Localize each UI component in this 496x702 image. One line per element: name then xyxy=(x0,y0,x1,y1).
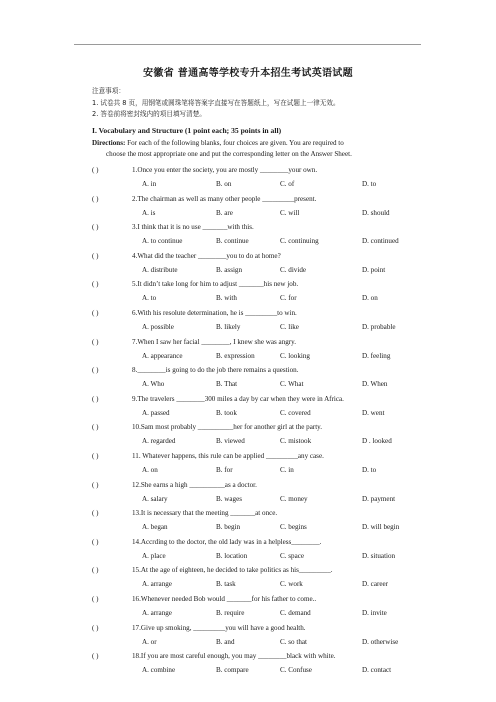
option-c: C. demand xyxy=(280,609,311,617)
option-a: A. distribute xyxy=(142,265,178,274)
option-a: A. arrange xyxy=(142,609,172,617)
answer-blank[interactable]: ( ) xyxy=(92,394,99,403)
question-item xyxy=(92,309,432,337)
option-b: B. assign xyxy=(216,265,243,274)
question-stem xyxy=(92,509,277,517)
option-a: A. or xyxy=(142,637,157,646)
option-c: C. will xyxy=(280,208,300,217)
option-b: B. and xyxy=(216,637,235,646)
option-d: D. to xyxy=(362,180,377,188)
option-d: D. invite xyxy=(362,609,387,617)
answer-blank[interactable]: ( ) xyxy=(92,309,99,317)
option-a: A. combine xyxy=(142,666,176,675)
question-item xyxy=(92,566,432,594)
answer-blank[interactable]: ( ) xyxy=(92,509,99,518)
option-row xyxy=(142,237,442,249)
answer-blank[interactable]: ( ) xyxy=(92,423,99,432)
note-item: 2. 答卷前将密封线内的项目填写清楚。 xyxy=(92,110,206,118)
answer-blank[interactable]: ( ) xyxy=(92,652,99,661)
option-c: C. like xyxy=(280,323,299,331)
option-b: B. wages xyxy=(216,494,243,503)
question-stem xyxy=(92,338,296,346)
option-d: D. payment xyxy=(362,494,396,503)
option-c: C. mistook xyxy=(280,437,312,446)
option-d: D. contact xyxy=(362,666,392,675)
question-item xyxy=(92,395,432,423)
question-stem xyxy=(92,280,298,288)
top-rule xyxy=(74,44,421,45)
question-text: 5.It didn’t take long for him to adjust _______his new job. xyxy=(132,280,299,289)
section-heading: I. Vocabulary and Structure (1 point each; 35 points in all) xyxy=(92,126,282,135)
question-text: 17.Give up smoking, _________you will have a good health. xyxy=(132,623,306,632)
option-row xyxy=(142,580,442,592)
option-row xyxy=(142,523,442,535)
option-row xyxy=(142,266,442,278)
question-text: 7.When I saw her facial ________, I knew she was angry. xyxy=(132,337,297,346)
option-row xyxy=(142,437,442,449)
answer-blank[interactable]: ( ) xyxy=(92,337,99,346)
question-stem xyxy=(92,452,324,460)
notes xyxy=(92,86,432,121)
answer-blank[interactable]: ( ) xyxy=(92,595,99,603)
option-a: A. passed xyxy=(142,408,170,417)
option-row xyxy=(142,180,442,192)
answer-blank[interactable]: ( ) xyxy=(92,194,99,203)
option-d: D. situation xyxy=(362,551,396,560)
option-c: C. What xyxy=(280,380,304,389)
option-c: C. begins xyxy=(280,523,307,532)
option-c: C. for xyxy=(280,294,297,303)
note-item: 1. 试卷共 8 页，用钢笔或圆珠笔将答案字直接写在答题纸上，写在试题上一律无效。 xyxy=(92,98,340,107)
question-text: 1.Once you enter the society, you are mostly ________your own. xyxy=(132,166,318,174)
option-c: C. in xyxy=(280,466,294,474)
question-item xyxy=(92,223,432,251)
directions-text-continued: choose the most appropriate one and put the corresponding letter on the Answer Sheet. xyxy=(106,150,352,158)
option-a: A. in xyxy=(142,180,157,188)
option-b: B. location xyxy=(216,551,248,560)
option-b: B. on xyxy=(216,180,232,188)
question-stem xyxy=(92,566,333,574)
option-d: D. otherwise xyxy=(362,637,399,646)
question-item xyxy=(92,452,432,480)
question-text: 18.If you are most careful enough, you may ________black with white. xyxy=(132,652,336,661)
option-row xyxy=(142,638,442,650)
option-a: A. to xyxy=(142,294,157,303)
option-d: D. should xyxy=(362,208,390,217)
question-item xyxy=(92,538,432,566)
question-item xyxy=(92,252,432,280)
question-item xyxy=(92,195,432,223)
directions-label: Directions: xyxy=(92,139,126,147)
option-row xyxy=(142,409,442,421)
option-d: D. probable xyxy=(362,323,396,331)
question-item xyxy=(92,481,432,509)
question-text: 13.It is necessary that the meeting _______at once. xyxy=(132,509,278,518)
question-stem xyxy=(92,423,322,431)
option-a: A. arrange xyxy=(142,580,172,589)
question-text: 14.Accrding to the doctor, the old lady was in a helpless________. xyxy=(132,537,322,546)
question-stem xyxy=(92,195,316,203)
option-b: B. require xyxy=(216,609,245,617)
option-d: D. career xyxy=(362,580,388,589)
option-row xyxy=(142,209,442,221)
question-stem xyxy=(92,538,321,546)
question-text: 10.Sam most probably __________her for another girl at the party. xyxy=(132,423,323,432)
option-c: C. money xyxy=(280,494,308,503)
answer-blank[interactable]: ( ) xyxy=(92,452,99,460)
option-d: D. on xyxy=(362,294,378,303)
option-d: D. to xyxy=(362,466,377,474)
question-item xyxy=(92,366,432,394)
question-stem xyxy=(92,395,344,403)
option-b: B. for xyxy=(216,466,233,474)
option-row xyxy=(142,495,442,507)
question-text: 15.At the age of eighteen, he decided to take politics as his_________. xyxy=(132,566,333,575)
option-b: B. likely xyxy=(216,323,241,331)
question-item xyxy=(92,652,432,680)
option-c: C. looking xyxy=(280,351,310,360)
option-b: B. took xyxy=(216,408,237,417)
option-row xyxy=(142,323,442,335)
question-item xyxy=(92,624,432,652)
directions xyxy=(92,138,422,160)
option-a: A. on xyxy=(142,466,158,474)
option-a: A. possible xyxy=(142,323,174,331)
option-a: A. began xyxy=(142,523,168,532)
option-a: A. is xyxy=(142,208,156,217)
option-row xyxy=(142,666,442,678)
option-b: B. That xyxy=(216,380,238,389)
question-stem xyxy=(92,652,336,660)
option-b: B. with xyxy=(216,294,237,303)
question-item xyxy=(92,423,432,451)
page-title: 安徽省 普通高等学校专升本招生考试英语试题 xyxy=(143,68,353,79)
question-text: 6.With his resolute determination, he is _________to win. xyxy=(132,309,297,317)
answer-blank[interactable]: ( ) xyxy=(92,280,99,289)
option-b: B. expression xyxy=(216,351,255,360)
option-b: B. viewed xyxy=(216,437,245,446)
question-item xyxy=(92,509,432,537)
question-text: 2.The chairman as well as many other people _________present. xyxy=(132,194,317,203)
option-b: B. compare xyxy=(216,666,249,675)
answer-blank[interactable]: ( ) xyxy=(92,366,99,375)
question-stem xyxy=(92,595,316,603)
option-a: A. place xyxy=(142,551,166,560)
question-stem xyxy=(92,166,317,174)
directions-text: For each of the following blanks, four choices are given. You are required to xyxy=(125,139,344,147)
option-c: C. continuing xyxy=(280,237,319,246)
option-d: D. feeling xyxy=(362,351,391,360)
option-c: C. divide xyxy=(280,265,307,274)
answer-blank[interactable]: ( ) xyxy=(92,251,99,260)
question-text: 12.She earns a high __________as a doctor. xyxy=(132,480,257,489)
option-d: D. continued xyxy=(362,237,399,246)
option-row xyxy=(142,294,442,306)
option-d: D. went xyxy=(362,408,385,417)
answer-blank[interactable]: ( ) xyxy=(92,480,99,489)
option-d: D. When xyxy=(362,380,388,389)
question-item xyxy=(92,338,432,366)
option-a: A. Who xyxy=(142,380,165,389)
option-c: C. work xyxy=(280,580,303,589)
question-stem xyxy=(92,309,297,317)
option-b: B. task xyxy=(216,580,236,589)
question-text: 9.The travelers ________300 miles a day by car when they were in Africa. xyxy=(132,394,344,403)
option-a: A. regarded xyxy=(142,437,176,446)
answer-blank[interactable]: ( ) xyxy=(92,566,99,575)
question-text: 4.What did the teacher ________you to do at home? xyxy=(132,251,281,260)
question-stem xyxy=(92,624,306,632)
question-text: 11. Whatever happens, this rule can be applied _________any case. xyxy=(132,452,324,460)
option-d: D. point xyxy=(362,265,386,274)
answer-blank[interactable]: ( ) xyxy=(92,166,99,174)
option-row xyxy=(142,609,442,621)
option-c: C. space xyxy=(280,551,305,560)
question-stem xyxy=(92,223,254,231)
option-c: C. covered xyxy=(280,408,311,417)
option-row xyxy=(142,352,442,364)
question-text: 8.________is going to do the job there remains a question. xyxy=(132,366,299,375)
option-row xyxy=(142,552,442,564)
option-c: C. of xyxy=(280,180,295,188)
option-b: B. continue xyxy=(216,237,249,246)
option-a: A. appearance xyxy=(142,351,183,360)
question-text: 16.Whenever needed Bob would _______for his father to come.. xyxy=(132,595,317,603)
option-row xyxy=(142,466,442,478)
question-stem xyxy=(92,252,281,260)
option-d: D . looked xyxy=(362,437,392,446)
question-text: 3.I think that it is no use _______with this. xyxy=(132,223,254,232)
answer-blank[interactable]: ( ) xyxy=(92,223,99,232)
option-b: B. are xyxy=(216,208,233,217)
option-a: A. to continue xyxy=(142,237,183,246)
question-item xyxy=(92,280,432,308)
option-c: C. so that xyxy=(280,637,307,646)
notes-heading: 注意事项： xyxy=(92,87,125,95)
question-item xyxy=(92,166,432,194)
option-c: C. Confuse xyxy=(280,666,312,675)
question-stem xyxy=(92,481,257,489)
option-b: B. begin xyxy=(216,523,241,532)
question-stem xyxy=(92,366,298,374)
option-row xyxy=(142,380,442,392)
option-a: A. salary xyxy=(142,494,168,503)
answer-blank[interactable]: ( ) xyxy=(92,623,99,632)
question-item xyxy=(92,595,432,623)
answer-blank[interactable]: ( ) xyxy=(92,537,99,546)
option-d: D. will begin xyxy=(362,523,400,532)
